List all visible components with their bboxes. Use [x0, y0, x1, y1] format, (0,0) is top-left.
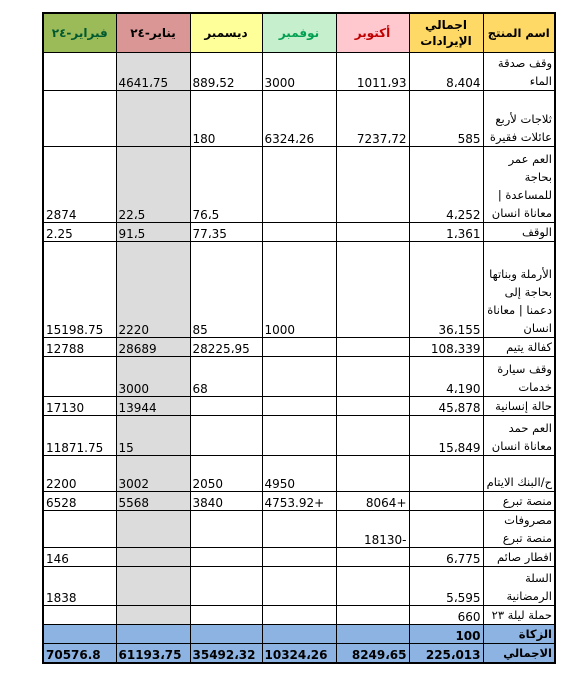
cell-oct[interactable] [336, 416, 409, 456]
cell-nov[interactable] [262, 625, 336, 644]
cell-nov[interactable] [262, 416, 336, 456]
header-oct[interactable]: أكتوبر [336, 13, 409, 53]
cell-dec[interactable] [190, 625, 262, 644]
table-row [43, 242, 555, 338]
cell-feb[interactable] [43, 625, 116, 644]
header-feb[interactable]: فبراير-٢٤ [43, 13, 116, 53]
cell-feb[interactable] [43, 91, 116, 147]
cell-oct[interactable] [336, 606, 409, 625]
cell-total[interactable]: 108،339 [409, 338, 483, 357]
cell-nov[interactable] [262, 223, 336, 242]
table-row [43, 357, 555, 397]
header-dec[interactable]: ديسمبر [190, 13, 262, 53]
cell-nov[interactable] [262, 567, 336, 606]
cell-jan[interactable]: 91،5 [116, 223, 190, 242]
cell-jan[interactable] [116, 511, 190, 548]
cell-name[interactable]: وقف صدقة الماء [483, 53, 555, 91]
cell-nov[interactable]: 4950 [262, 456, 336, 492]
cell-jan[interactable]: 2220 [116, 242, 190, 338]
cell-name[interactable]: وقف سيارة خدمات [483, 357, 555, 397]
revenue-table [42, 12, 556, 664]
table-row [43, 91, 555, 147]
cell-total[interactable]: 1،361 [409, 223, 483, 242]
cell-name[interactable]: افطار صائم [483, 548, 555, 567]
table-row [43, 511, 555, 548]
cell-feb[interactable]: 1838 [43, 567, 116, 606]
cell-dec[interactable]: 889،52 [190, 53, 262, 91]
cell-oct[interactable] [336, 625, 409, 644]
cell-jan[interactable]: 22،5 [116, 147, 190, 223]
cell-jan[interactable] [116, 567, 190, 606]
cell-total[interactable]: 15،849 [409, 416, 483, 456]
table-row [43, 416, 555, 456]
cell-oct[interactable]: 18130- [336, 511, 409, 548]
cell-total[interactable]: 660 [409, 606, 483, 625]
cell-nov[interactable] [262, 357, 336, 397]
cell-total[interactable]: 225،013 [409, 644, 483, 664]
cell-dec[interactable]: 76،5 [190, 147, 262, 223]
cell-name[interactable]: منصة تبرع [483, 492, 555, 511]
zakat-row [43, 625, 555, 644]
cell-nov[interactable]: 4753.92+ [262, 492, 336, 511]
table-row [43, 53, 555, 91]
cell-oct[interactable] [336, 147, 409, 223]
cell-feb[interactable]: 2874 [43, 147, 116, 223]
cell-dec[interactable]: 2050 [190, 456, 262, 492]
cell-feb[interactable]: 15198.75 [43, 242, 116, 338]
cell-nov[interactable]: 6324،26 [262, 91, 336, 147]
cell-nov[interactable] [262, 147, 336, 223]
header-row [43, 13, 555, 53]
cell-dec[interactable]: 77،35 [190, 223, 262, 242]
cell-name[interactable]: مصروفات منصة تبرع [483, 511, 555, 548]
cell-feb[interactable]: 12788 [43, 338, 116, 357]
cell-jan[interactable]: 3000 [116, 357, 190, 397]
cell-feb[interactable]: 70576.8 [43, 644, 116, 664]
cell-oct[interactable] [336, 223, 409, 242]
header-jan[interactable]: يناير-٢٤ [116, 13, 190, 53]
cell-dec[interactable] [190, 416, 262, 456]
cell-feb[interactable] [43, 511, 116, 548]
cell-oct[interactable]: 8064+ [336, 492, 409, 511]
cell-oct[interactable] [336, 567, 409, 606]
cell-dec[interactable] [190, 567, 262, 606]
grand-total-row [43, 644, 555, 664]
cell-feb[interactable] [43, 606, 116, 625]
table-row [43, 456, 555, 492]
cell-feb[interactable]: 2.25 [43, 223, 116, 242]
cell-total[interactable]: 5،595 [409, 567, 483, 606]
table-row [43, 338, 555, 357]
cell-name[interactable]: الزكاة [483, 625, 555, 644]
cell-total[interactable]: 585 [409, 91, 483, 147]
cell-feb[interactable]: 2200 [43, 456, 116, 492]
cell-name[interactable]: كفالة يتيم [483, 338, 555, 357]
cell-nov[interactable] [262, 397, 336, 416]
cell-name[interactable]: حالة إنسانية [483, 397, 555, 416]
cell-jan[interactable]: 61193،75 [116, 644, 190, 664]
cell-dec[interactable] [190, 397, 262, 416]
cell-feb[interactable] [43, 53, 116, 91]
cell-oct[interactable] [336, 338, 409, 357]
cell-dec[interactable]: 35492،32 [190, 644, 262, 664]
cell-nov[interactable] [262, 338, 336, 357]
cell-name[interactable]: الوقف [483, 223, 555, 242]
cell-dec[interactable]: 68 [190, 357, 262, 397]
cell-dec[interactable]: 85 [190, 242, 262, 338]
cell-jan[interactable]: 5568 [116, 492, 190, 511]
cell-jan[interactable] [116, 625, 190, 644]
cell-oct[interactable] [336, 242, 409, 338]
cell-total[interactable] [409, 492, 483, 511]
cell-name[interactable]: العم عمر بحاجة للمساعدة | معاناة انسان [483, 147, 555, 223]
cell-total[interactable]: 4،190 [409, 357, 483, 397]
cell-jan[interactable]: 3002 [116, 456, 190, 492]
table-row [43, 606, 555, 625]
cell-jan[interactable]: 13944 [116, 397, 190, 416]
header-name[interactable]: اسم المنتج [483, 13, 555, 53]
cell-jan[interactable] [116, 91, 190, 147]
cell-name[interactable]: الأرملة وبناتها بحاجة إلى دعمنا | معاناة انسان [483, 242, 555, 338]
cell-nov[interactable]: 1000 [262, 242, 336, 338]
cell-nov[interactable]: 3000 [262, 53, 336, 91]
cell-oct[interactable]: 1011،93 [336, 53, 409, 91]
cell-feb[interactable]: 17130 [43, 397, 116, 416]
cell-oct[interactable]: 8249،65 [336, 644, 409, 664]
cell-oct[interactable] [336, 456, 409, 492]
cell-total[interactable] [409, 511, 483, 548]
cell-oct[interactable] [336, 397, 409, 416]
table-row [43, 548, 555, 567]
cell-dec[interactable] [190, 511, 262, 548]
cell-feb[interactable]: 6528 [43, 492, 116, 511]
cell-total[interactable]: 100 [409, 625, 483, 644]
cell-jan[interactable] [116, 548, 190, 567]
cell-jan[interactable]: 15 [116, 416, 190, 456]
cell-nov[interactable] [262, 511, 336, 548]
cell-jan[interactable] [116, 606, 190, 625]
cell-name[interactable]: حملة ليلة ٢٣ [483, 606, 555, 625]
cell-name[interactable]: الاجمالي [483, 644, 555, 664]
header-total[interactable]: اجمالي الإيرادات [409, 13, 483, 53]
cell-dec[interactable]: 180 [190, 91, 262, 147]
cell-oct[interactable] [336, 357, 409, 397]
cell-total[interactable]: 6،775 [409, 548, 483, 567]
cell-name[interactable]: ثلاجات لأربع عائلات فقيرة [483, 91, 555, 147]
table-row [43, 567, 555, 606]
cell-feb[interactable]: 146 [43, 548, 116, 567]
table-row [43, 147, 555, 223]
cell-nov[interactable] [262, 606, 336, 625]
cell-jan[interactable]: 28689 [116, 338, 190, 357]
cell-total[interactable] [409, 456, 483, 492]
cell-total[interactable]: 45،878 [409, 397, 483, 416]
cell-name[interactable]: ح/البنك الايتام [483, 456, 555, 492]
cell-total[interactable]: 8،404 [409, 53, 483, 91]
cell-dec[interactable]: 28225،95 [190, 338, 262, 357]
cell-nov[interactable] [262, 548, 336, 567]
cell-dec[interactable]: 3840 [190, 492, 262, 511]
cell-feb[interactable] [43, 357, 116, 397]
cell-nov[interactable]: 10324،26 [262, 644, 336, 664]
cell-total[interactable]: 36،155 [409, 242, 483, 338]
cell-total[interactable]: 4،252 [409, 147, 483, 223]
cell-name[interactable]: العم حمد معاناة انسان [483, 416, 555, 456]
cell-oct[interactable] [336, 548, 409, 567]
cell-name[interactable]: السلة الرمضانية [483, 567, 555, 606]
table-row [43, 223, 555, 242]
cell-jan[interactable]: 4641،75 [116, 53, 190, 91]
table-row [43, 492, 555, 511]
cell-dec[interactable] [190, 606, 262, 625]
cell-feb[interactable]: 11871.75 [43, 416, 116, 456]
table-row [43, 397, 555, 416]
header-nov[interactable]: نوفمبر [262, 13, 336, 53]
cell-oct[interactable]: 7237،72 [336, 91, 409, 147]
cell-dec[interactable] [190, 548, 262, 567]
